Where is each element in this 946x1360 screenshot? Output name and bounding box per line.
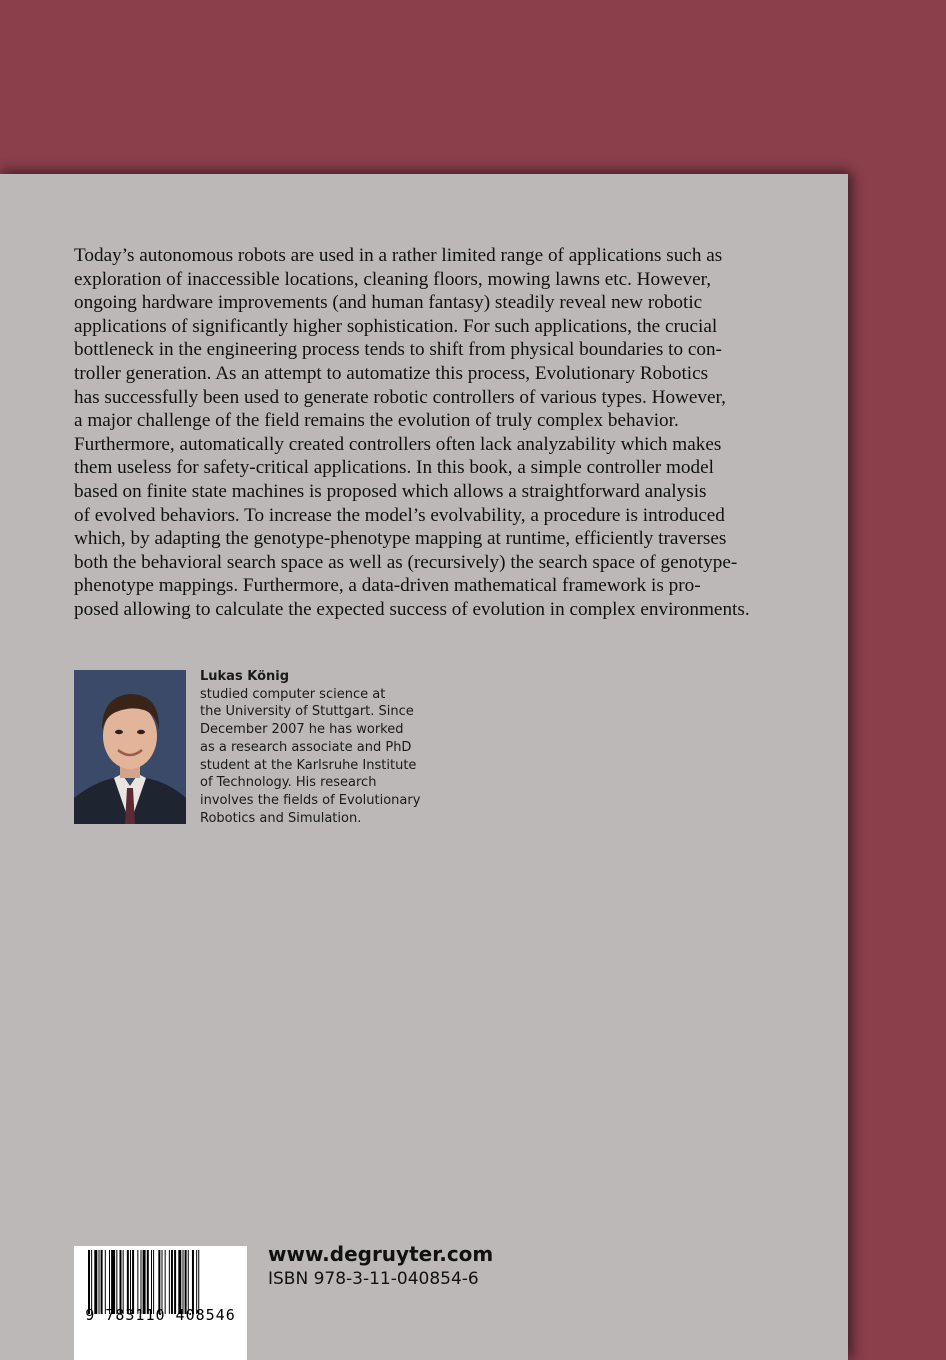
description-line: applications of significantly higher sophistication. For such applications, the crucial [74, 315, 718, 337]
barcode-bar [130, 1250, 131, 1314]
description-line: has successfully been used to generate robotic controllers of various types. However, [74, 386, 726, 408]
barcode-bar [185, 1250, 187, 1314]
barcode-bar [198, 1250, 199, 1314]
bio-line: Robotics and Simulation. [200, 810, 362, 826]
barcode-bar [127, 1250, 129, 1314]
barcode-bar [196, 1250, 197, 1314]
barcode-bar [137, 1250, 138, 1314]
barcode-bar [116, 1250, 117, 1314]
barcode-bar [105, 1250, 106, 1314]
barcode-bar [169, 1250, 170, 1314]
barcode-bar [151, 1250, 152, 1314]
barcode-bar [111, 1250, 115, 1314]
barcode-bar [99, 1250, 100, 1314]
barcode-bar [174, 1250, 176, 1314]
description-line: a major challenge of the field remains the evolution of truly complex behavior. [74, 410, 679, 432]
author-photo [74, 670, 186, 824]
barcode-bar [165, 1250, 166, 1314]
barcode-bar [178, 1250, 181, 1314]
barcode-bar [88, 1250, 90, 1314]
description-line: based on finite state machines is proposed which allows a straightforward analysis [74, 480, 707, 502]
barcode-bar [120, 1250, 122, 1314]
description-line: them useless for safety-critical applications. In this book, a simple controller model [74, 457, 714, 479]
barcode-bar [143, 1250, 146, 1314]
barcode-bar [141, 1250, 142, 1314]
bio-line: studied computer science at [200, 686, 386, 702]
barcode-bar [183, 1250, 184, 1314]
description-line: bottleneck in the engineering process tends to shift from physical boundaries to con- [74, 339, 722, 361]
description-line: of evolved behaviors. To increase the model’s evolvability, a procedure is introduced [74, 504, 725, 526]
bio-line: involves the fields of Evolutionary [200, 792, 421, 808]
bio-line: as a research associate and PhD [200, 739, 412, 755]
author-name: Lukas König [200, 669, 290, 684]
bio-line: the University of Stuttgart. Since [200, 704, 414, 720]
book-description [74, 244, 786, 622]
barcode-bars [74, 1246, 247, 1360]
bio-line: December 2007 he has worked [200, 722, 404, 738]
barcode-bar [109, 1250, 110, 1314]
author-bio [200, 668, 440, 827]
description-line: exploration of inaccessible locations, cleaning floors, mowing lawns etc. However, [74, 268, 712, 290]
isbn-barcode [74, 1246, 247, 1360]
barcode-bar [171, 1250, 173, 1314]
barcode-bar [158, 1250, 160, 1314]
barcode-bar [153, 1250, 154, 1314]
barcode-bar [192, 1250, 194, 1314]
barcode-bar [162, 1250, 163, 1314]
bio-line: of Technology. His research [200, 775, 377, 791]
description-line: Furthermore, automatically created controllers often lack analyzability which makes [74, 433, 722, 455]
description-line: Today’s autonomous robots are used in a rather limited range of applications such as [74, 245, 723, 266]
barcode-bar [101, 1250, 103, 1314]
barcode-bar [123, 1250, 124, 1314]
barcode-bar [94, 1250, 97, 1314]
barcode-bar [91, 1250, 92, 1314]
bio-line: student at the Karlsruhe Institute [200, 757, 417, 773]
barcode-bar [132, 1250, 134, 1314]
publisher-website: www.degruyter.com [268, 1242, 494, 1266]
description-line: posed allowing to calculate the expected success of evolution in complex environments. [74, 598, 750, 620]
description-line: which, by adapting the genotype-phenotype mapping at runtime, efficiently traverses [74, 528, 727, 550]
barcode-bar [147, 1250, 149, 1314]
isbn-number: ISBN 978-3-11-040854-6 [268, 1269, 479, 1289]
description-line: both the behavioral search space as well as (recursively) the search space of genotype- [74, 551, 738, 573]
description-line: phenotype mappings. Furthermore, a data-driven mathematical framework is pro- [74, 575, 701, 597]
barcode-digits: 9 783110 408546 [85, 1306, 236, 1324]
barcode-bar [188, 1250, 189, 1314]
author-portrait-illustration [74, 670, 186, 824]
description-line: troller generation. As an attempt to automatize this process, Evolutionary Robotics [74, 362, 709, 384]
description-line: ongoing hardware improvements (and human fantasy) steadily reveal new robotic [74, 292, 703, 314]
